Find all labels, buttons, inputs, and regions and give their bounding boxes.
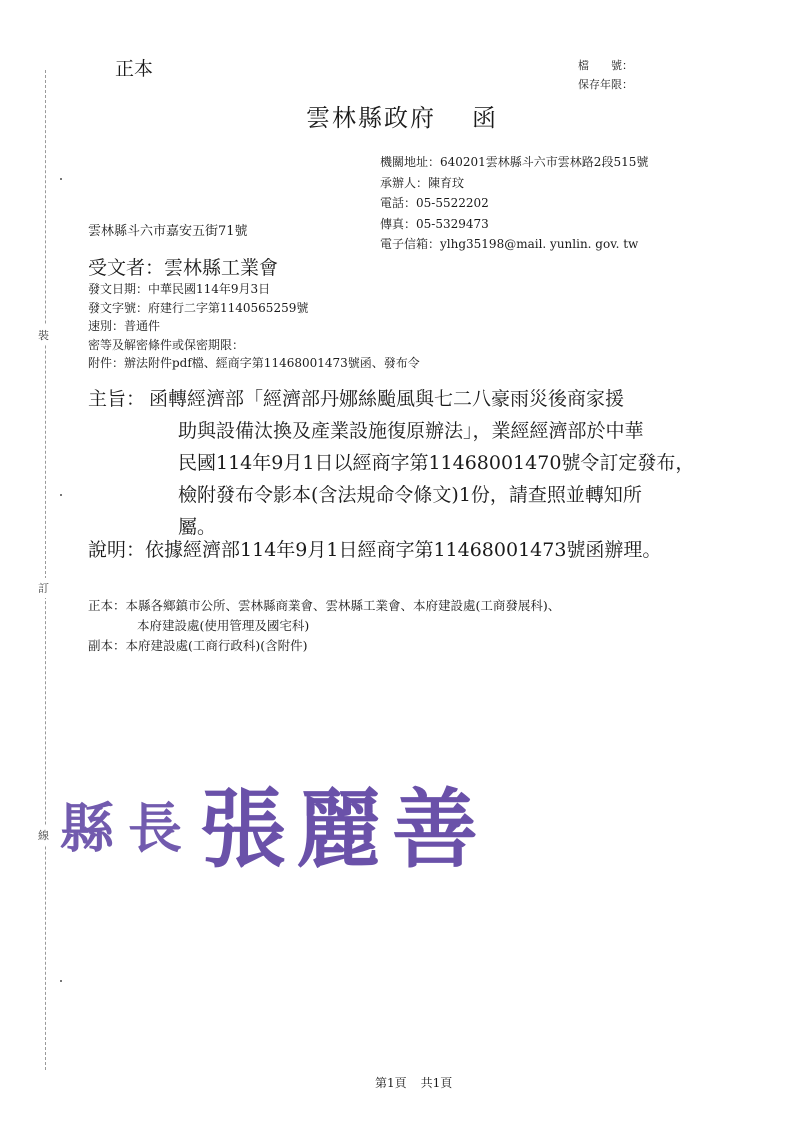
secrecy-level: 密等及解密條件或保密期限： <box>88 337 245 352</box>
scan-speck <box>60 178 62 180</box>
header-fields <box>88 280 420 373</box>
issue-date: 發文日期：中華民國114年9月3日 <box>88 282 271 296</box>
fax-number: 傳真：05-5329473 <box>380 216 489 231</box>
document-title <box>306 98 498 133</box>
file-meta <box>578 56 633 94</box>
subject-line: 檢附發布令影本(含法規命令條文)1份，請查照並轉知所 <box>178 484 642 506</box>
copy-recipients-label: 副本： <box>88 638 126 653</box>
binding-mark-zhuang: 裝 <box>38 325 49 345</box>
subject-line: 屬。 <box>178 516 217 538</box>
page-footer <box>375 1074 452 1091</box>
main-recipients-line: 本縣各鄉鎮市公所、雲林縣商業會、雲林縣工業會、本府建設處(工商發展科)、 <box>125 598 561 613</box>
contact-block <box>380 152 648 255</box>
copy-recipients-text: 本府建設處(工商行政科)(含附件) <box>125 638 308 653</box>
seal-name: 善 <box>392 779 478 880</box>
description-section <box>88 535 661 562</box>
main-recipients-label: 正本： <box>88 598 126 613</box>
agency-address: 機關地址：640201雲林縣斗六市雲林路2段515號 <box>380 155 649 169</box>
binding-line <box>45 70 46 1070</box>
seal-name: 張 <box>200 779 286 880</box>
subject-line: 民國114年9月1日以經商字第11468001470號令訂定發布， <box>178 452 695 474</box>
seal-title: 縣 <box>60 796 114 860</box>
seal-name: 麗 <box>296 779 382 880</box>
subject-line: 函轉經濟部「經濟部丹娜絲颱風與七二八豪雨災後商家援 <box>149 388 625 410</box>
binding-mark-ding: 訂 <box>38 578 49 598</box>
file-number-field: 檔 號： <box>578 59 633 72</box>
recipient: 受文者：雲林縣工業會 <box>88 257 279 279</box>
description-label: 說明： <box>88 539 146 561</box>
document-number: 發文字號：府建行二字第1140565259號 <box>88 300 309 315</box>
attachments: 附件：辦法附件pdf檔、經商字第11468001473號函、發布令 <box>88 356 420 371</box>
distribution-list <box>88 596 560 656</box>
description-text: 依據經濟部114年9月1日經商字第11468001473號函辦理。 <box>145 539 662 561</box>
main-recipients-line: 本府建設處(使用管理及國宅科) <box>137 618 310 633</box>
scan-speck <box>60 980 62 982</box>
phone-number: 電話：05-5522202 <box>380 196 489 210</box>
magistrate-seal-stamp <box>60 760 490 880</box>
subject-line: 助與設備汰換及產業設施復原辦法」，業經經濟部於中華 <box>178 420 644 442</box>
binding-mark-xian: 線 <box>38 825 49 845</box>
retention-period-field: 保存年限： <box>578 78 633 91</box>
recipient-mailing-address: 雲林縣斗六市嘉安五街71號 <box>88 224 248 239</box>
handler-name: 承辦人：陳育玟 <box>380 175 465 190</box>
page-number: 第1頁 <box>375 1076 407 1090</box>
issuing-agency: 雲林縣政府 <box>306 104 436 132</box>
document-type: 函 <box>472 104 498 132</box>
delivery-speed: 速別：普通件 <box>88 319 161 334</box>
copy-type-label: 正本 <box>115 58 154 80</box>
scan-speck <box>60 494 62 496</box>
subject-label: 主旨： <box>88 388 146 410</box>
total-pages: 共1頁 <box>420 1076 453 1090</box>
seal-title: 長 <box>128 796 182 860</box>
email-address: 電子信箱：ylhg35198@mail. yunlin. gov. tw <box>380 237 639 251</box>
